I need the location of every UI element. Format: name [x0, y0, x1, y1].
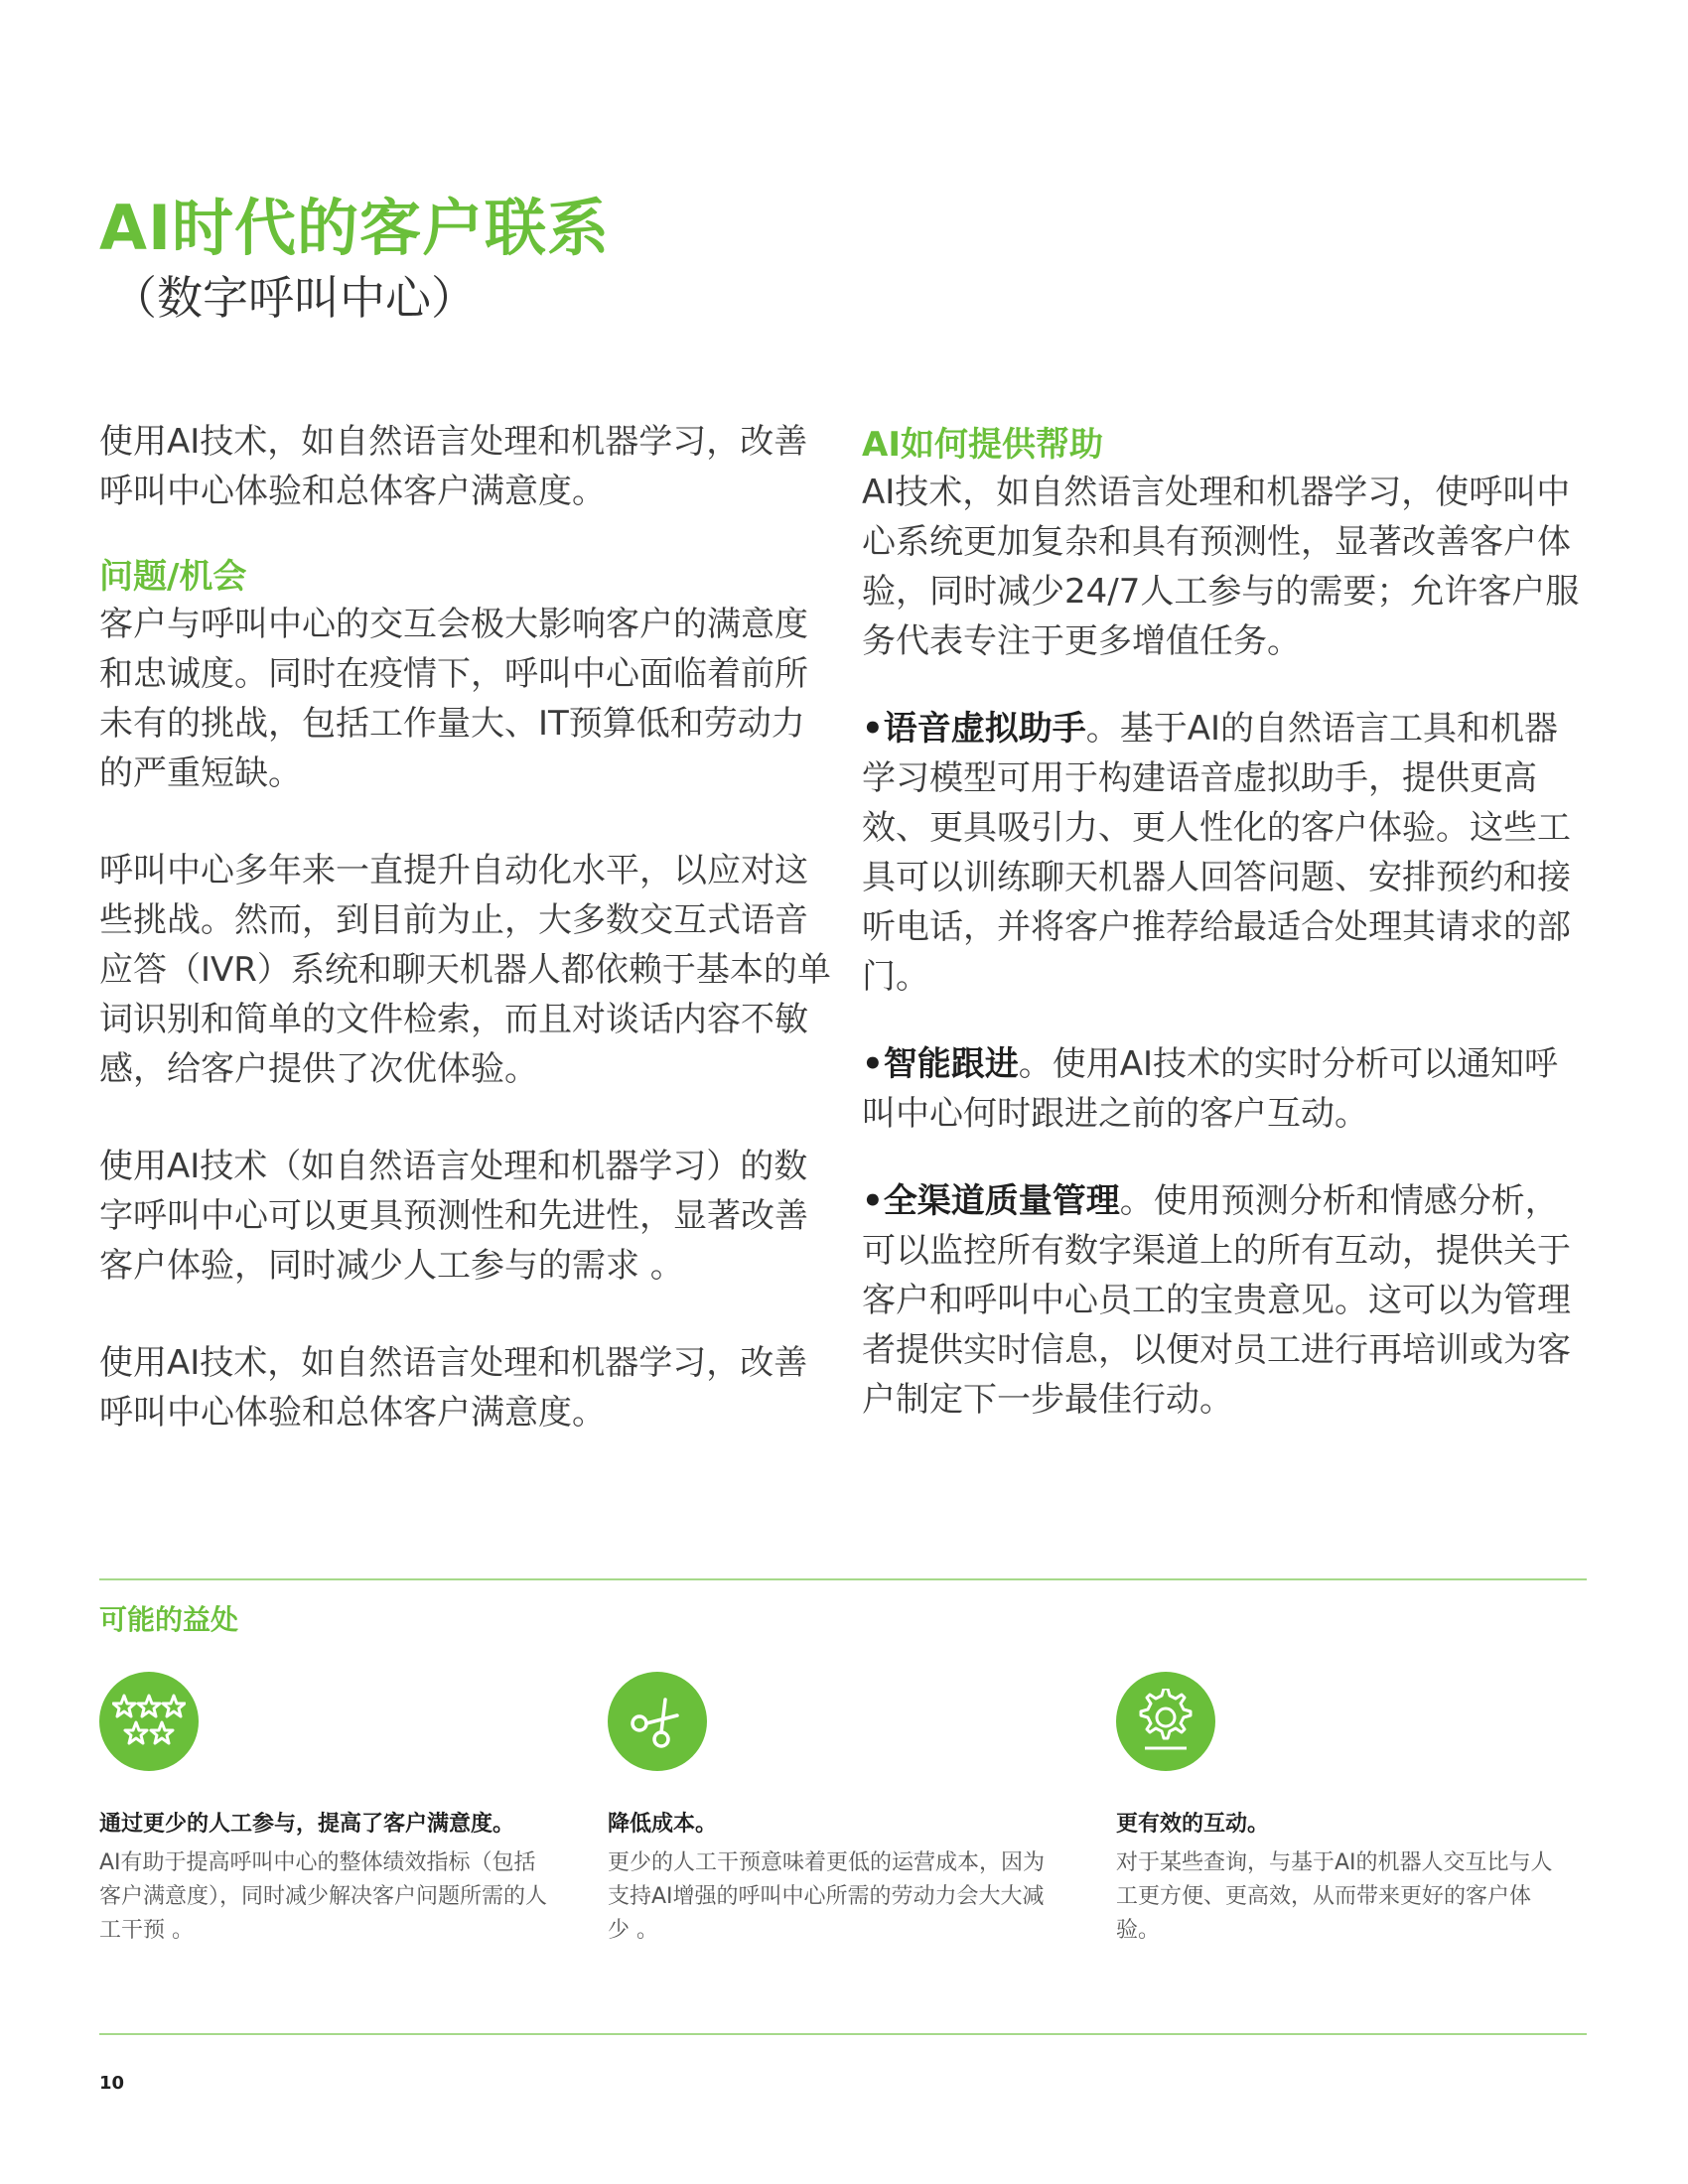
- benefit-item: [608, 1672, 1064, 1948]
- benefit-text: 更少的人工干预意味着更低的运营成本，因为支持AI增强的呼叫中心所需的劳动力会大大减少 。: [608, 1850, 1046, 1943]
- automation-paragraph: 呼叫中心多年来一直提升自动化水平，以应对这些挑战。然而，到目前为止，大多数交互式语音应答（IVR）系统和聊天机器人都依赖于基本的单词识别和简单的文件检索，而且对谈话内容不敏感，给客户提供了次优体验。: [99, 851, 831, 1089]
- left-column: [99, 417, 834, 1437]
- bullet-smart-followup: [862, 1039, 1592, 1139]
- divider-top: [99, 1578, 1587, 1580]
- gear-icon: [1116, 1672, 1215, 1771]
- summary-paragraph: 使用AI技术，如自然语言处理和机器学习，改善呼叫中心体验和总体客户满意度。: [99, 1343, 808, 1433]
- bullet-omnichannel-quality: [862, 1176, 1592, 1425]
- page-subtitle: （数字呼叫中心）: [111, 271, 477, 325]
- bullet-title: •智能跟进: [862, 1044, 1019, 1084]
- intro-paragraph: 使用AI技术，如自然语言处理和机器学习，改善呼叫中心体验和总体客户满意度。: [99, 422, 808, 511]
- benefit-title: 通过更少的人工参与，提高了客户满意度。: [99, 1812, 515, 1837]
- bullet-title: •全渠道质量管理: [862, 1181, 1120, 1221]
- benefit-text: 对于某些查询，与基于AI的机器人交互比与人工更方便、更高效，从而带来更好的客户体验。: [1116, 1850, 1553, 1943]
- bullet-voice-assistant: [862, 704, 1592, 1002]
- bullet-text: 。使用AI技术的实时分析可以通知呼叫中心何时跟进之前的客户互动。: [862, 1044, 1559, 1134]
- bullet-text: 。基于AI的自然语言工具和机器学习模型可用于构建语音虚拟助手，提供更高效、更具吸引力、更人性化的客户体验。这些工具可以训练聊天机器人回答问题、安排预约和接听电话，并将客户推荐给最适合处理其请求的部门。: [862, 709, 1571, 997]
- benefit-text: AI有助于提高呼叫中心的整体绩效指标（包括客户满意度），同时减少解决客户问题所需的人工干预 。: [99, 1850, 548, 1943]
- benefits-heading: 可能的益处: [99, 1603, 239, 1636]
- benefit-title: 更有效的互动。: [1116, 1812, 1270, 1837]
- divider-bottom: [99, 2033, 1587, 2035]
- right-column: [862, 422, 1592, 1425]
- page-title: AI时代的客户联系: [99, 192, 611, 264]
- bullet-title: •语音虚拟助手: [862, 709, 1086, 749]
- digital-call-center-paragraph: 使用AI技术（如自然语言处理和机器学习）的数字呼叫中心可以更具预测性和先进性，显著改善客户体验，同时减少人工参与的需求 。: [99, 1147, 808, 1286]
- benefit-item: [99, 1672, 556, 1948]
- benefit-item: [1116, 1672, 1573, 1948]
- stars-icon: [99, 1672, 199, 1771]
- problem-heading: 问题/机会: [99, 557, 247, 597]
- scissors-icon: [608, 1672, 707, 1771]
- help-heading: AI如何提供帮助: [862, 425, 1103, 465]
- help-paragraph: AI技术，如自然语言处理和机器学习，使呼叫中心系统更加复杂和具有预测性，显著改善客户体验，同时减少24/7人工参与的需要；允许客户服务代表专注于更多增值任务。: [862, 473, 1580, 661]
- benefit-title: 降低成本。: [608, 1812, 718, 1837]
- problem-paragraph: 客户与呼叫中心的交互会极大影响客户的满意度和忠诚度。同时在疫情下，呼叫中心面临着前所未有的挑战，包括工作量大、IT预算低和劳动力的严重短缺。: [99, 605, 808, 793]
- page-number: 10: [99, 2073, 125, 2094]
- bullet-text: 。使用预测分析和情感分析，可以监控所有数字渠道上的所有互动，提供关于客户和呼叫中心员工的宝贵意见。这可以为管理者提供实时信息，以便对员工进行再培训或为客户制定下一步最佳行动。: [862, 1181, 1571, 1420]
